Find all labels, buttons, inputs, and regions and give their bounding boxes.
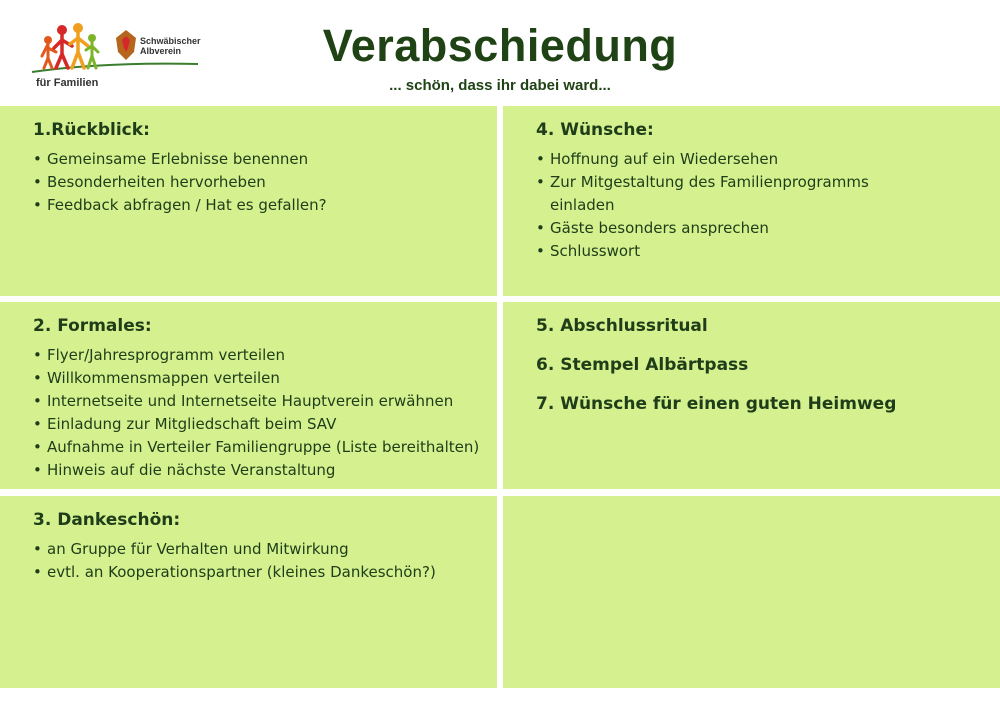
section-heading: 2. Formales: xyxy=(33,316,152,336)
header xyxy=(0,0,1000,104)
bullet-icon: • xyxy=(33,438,42,456)
bullet-icon: • xyxy=(536,219,545,237)
panel-wuensche xyxy=(503,106,1000,296)
bullet-icon: • xyxy=(33,150,42,168)
association-line1: Schwäbischer xyxy=(140,36,201,46)
list-item: • Hoffnung auf ein Wiedersehen xyxy=(536,148,910,171)
list-item: • an Gruppe für Verhalten und Mitwirkung xyxy=(33,538,497,561)
panel-empty xyxy=(503,496,1000,688)
association-line2: Albverein xyxy=(140,46,182,56)
section-heading: 4. Wünsche: xyxy=(536,120,654,140)
section-heading: 3. Dankeschön: xyxy=(33,510,181,530)
panel-formales xyxy=(0,302,497,489)
list-item: • Flyer/Jahresprogramm verteilen xyxy=(33,344,497,367)
bullet-list xyxy=(33,538,497,584)
bullet-icon: • xyxy=(33,415,42,433)
list-item: • Zur Mitgestaltung des Familienprogramms einladen xyxy=(536,173,869,214)
bullet-icon: • xyxy=(536,242,545,260)
page-title: Verabschiedung xyxy=(322,20,678,71)
list-item: • evtl. an Kooperationspartner (kleines Dankeschön?) xyxy=(33,561,497,584)
list-item: • Feedback abfragen / Hat es gefallen? xyxy=(33,194,497,217)
page-subtitle: ... schön, dass ihr dabei ward... xyxy=(389,77,611,94)
bullet-list xyxy=(33,148,497,217)
panel-dankeschoen xyxy=(0,496,497,688)
step-heading: 6. Stempel Albärtpass xyxy=(536,355,749,375)
list-item: • Gemeinsame Erlebnisse benennen xyxy=(33,148,497,171)
bullet-icon: • xyxy=(33,173,42,191)
list-item: • Internetseite und Internetseite Hauptverein erwähnen xyxy=(33,390,497,413)
panel-abschluss xyxy=(503,302,1000,489)
step-heading: 5. Abschlussritual xyxy=(536,316,708,336)
bullet-icon: • xyxy=(536,150,545,168)
bullet-icon: • xyxy=(33,196,42,214)
list-item: • Willkommensmappen verteilen xyxy=(33,367,497,390)
bullet-icon: • xyxy=(33,346,42,364)
list-item: • Hinweis auf die nächste Veranstaltung xyxy=(33,459,497,482)
section-heading: 1.Rückblick: xyxy=(33,120,150,140)
bullet-icon: • xyxy=(536,173,545,191)
bullet-icon: • xyxy=(33,563,42,581)
list-item: • Einladung zur Mitgliedschaft beim SAV xyxy=(33,413,497,436)
bullet-list xyxy=(536,148,1000,263)
bullet-icon: • xyxy=(33,369,42,387)
bullet-icon: • xyxy=(33,461,42,479)
list-item: • Schlusswort xyxy=(536,240,910,263)
list-item: • Aufnahme in Verteiler Familiengruppe (Liste bereithalten) xyxy=(33,436,497,459)
step-heading: 7. Wünsche für einen guten Heimweg xyxy=(536,394,897,414)
list-item: • Besonderheiten hervorheben xyxy=(33,171,497,194)
brand-text: für Familien xyxy=(36,77,99,89)
bullet-icon: • xyxy=(33,392,42,410)
list-item: • Gäste besonders ansprechen xyxy=(536,217,910,240)
bullet-list xyxy=(33,344,497,482)
panel-rueckblick xyxy=(0,106,497,296)
bullet-icon: • xyxy=(33,540,42,558)
